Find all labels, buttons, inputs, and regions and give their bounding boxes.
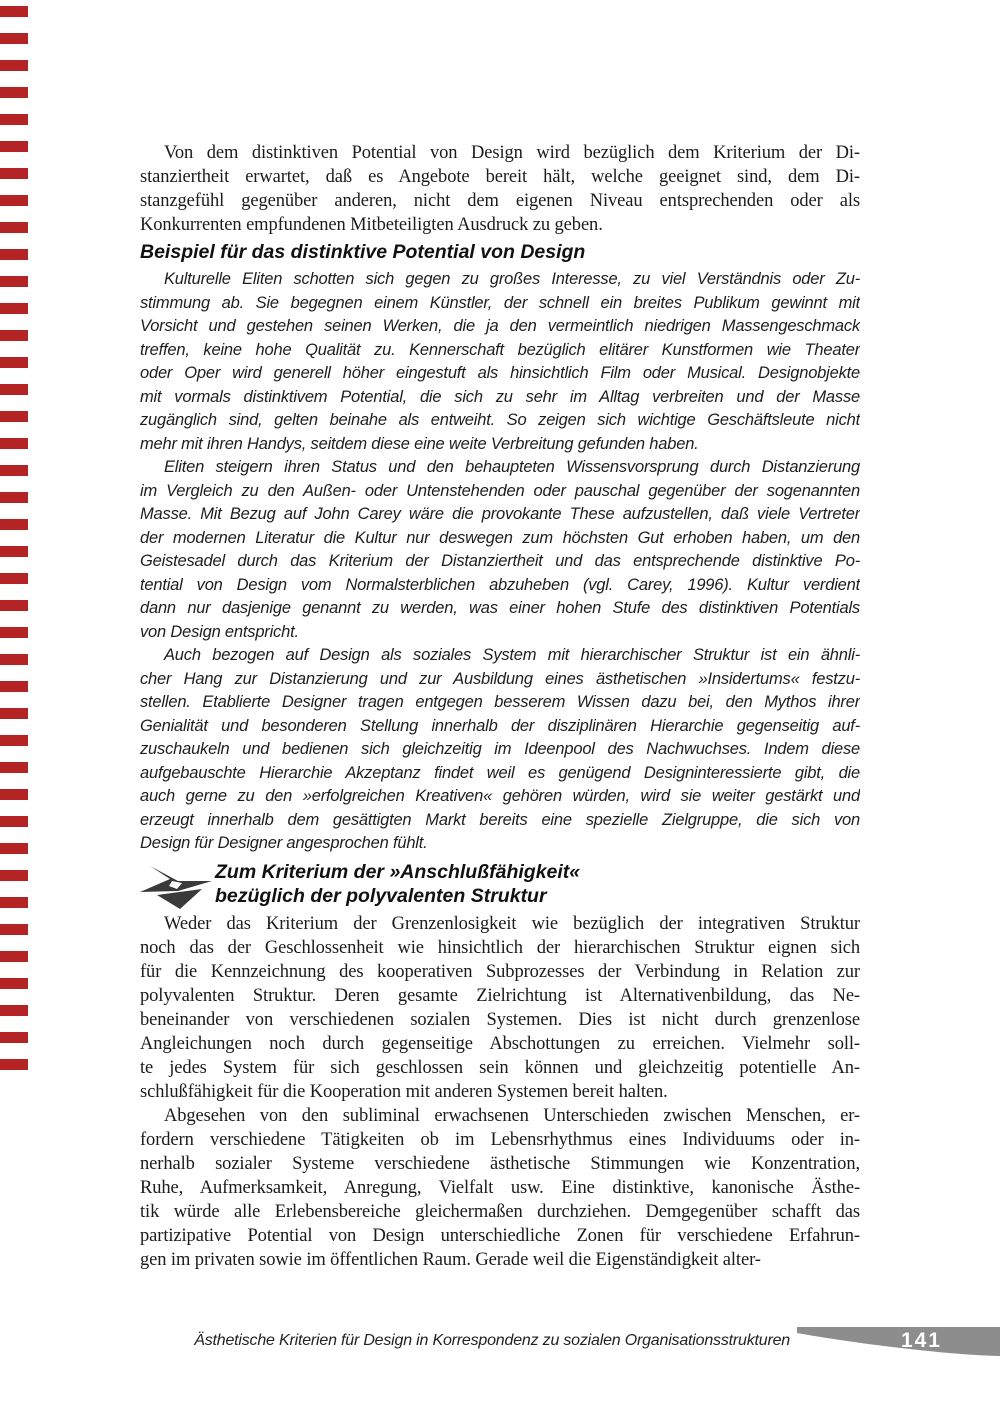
red-edge-mark <box>0 303 28 314</box>
red-edge-mark <box>0 411 28 422</box>
text-line: stanzgefühl gegenüber anderen, nicht dem eigenen Niveau entsprechenden oder als <box>140 191 860 211</box>
red-edge-mark <box>0 816 28 827</box>
text-line: stimmung ab. Sie begegnen einem Künstler, der schnell ein breites Publikum gewinnt mit <box>140 293 860 312</box>
red-edge-mark <box>0 681 28 692</box>
text-line: polyvalenten Struktur. Deren gesamte Zielrichtung ist Alternativenbildung, das Ne- <box>140 985 860 1006</box>
text-line: auch gerne zu den »erfolgreichen Kreativen« gehören würden, wird sie weiter gestärkt und <box>140 787 860 805</box>
text-line: tential von Design vom Normalsterblichen abzuheben (vgl. Carey, 1996). Kultur verdient <box>140 575 860 594</box>
red-edge-mark <box>0 222 28 233</box>
red-edge-mark <box>0 357 28 368</box>
red-edge-mark <box>0 573 28 584</box>
paragraph <box>140 456 860 644</box>
red-edge-mark <box>0 1059 28 1070</box>
text-line: Geistesadel durch das Kriterium der Distanziertheit und das entsprechende distinktive Po- <box>140 552 860 570</box>
text-line: stanziertheit erwartet, daß es Angebote bereit hält, welche geeignet sind, dem Di- <box>140 167 860 187</box>
red-edge-mark <box>0 168 28 179</box>
red-edge-mark <box>0 870 28 881</box>
star-burst-icon <box>140 860 215 910</box>
red-edge-mark <box>0 384 28 395</box>
text-line: Kulturelle Eliten schotten sich gegen zu großes Interesse, zu viel Verständnis oder Zu- <box>164 270 860 288</box>
red-edge-mark <box>0 276 28 287</box>
red-edge-mark <box>0 627 28 638</box>
red-edge-mark <box>0 6 28 17</box>
text-line: Konkurrenten empfundenen Mitbeteiligten Ausdruck zu geben. <box>140 215 603 235</box>
red-edge-mark <box>0 141 28 152</box>
text-line: noch das der Geschlossenheit wie hinsichtlich der hierarchischen Struktur eignen sich <box>140 937 860 958</box>
red-edge-mark <box>0 1005 28 1016</box>
text-line: oder Oper wird generell höher eingestuft als hinsichtlich Film oder Musical. Designobjekte <box>140 364 860 382</box>
text-line: Eliten steigern ihren Status und den behaupteten Wissensvorsprung durch Distanzierung <box>164 458 860 476</box>
page-tab-shape <box>797 1326 1000 1357</box>
text-line: Abgesehen von den subliminal erwachsenen Unterschieden zwischen Menschen, er- <box>164 1105 860 1126</box>
red-edge-mark <box>0 438 28 449</box>
red-edge-mark <box>0 33 28 44</box>
heading-line: bezüglich der polyvalenten Struktur <box>215 884 547 907</box>
text-line: Masse. Mit Bezug auf John Carey wäre die provokante These aufzustellen, daß viele Vertreter <box>140 505 860 523</box>
text-line: zugänglich sind, gelten beinahe als entweiht. So zeigen sich wichtige Geschäftsleute nicht <box>140 411 860 429</box>
paragraph <box>140 644 860 856</box>
red-edge-mark <box>0 789 28 800</box>
text-column <box>140 0 860 1272</box>
text-line: für die Kennzeichnung des kooperativen Subprozesses der Verbindung in Relation zur <box>140 961 860 982</box>
text-line: Genialität und besonderen Stellung innerhalb der disziplinären Hierarchie gegenseitig auf- <box>140 716 860 735</box>
text-line: von Design entspricht. <box>140 622 299 641</box>
red-edge-mark <box>0 114 28 125</box>
text-line: zuschaukeln und bedienen sich gleichzeitig im Ideenpool des Nachwuchses. Indem diese <box>140 740 860 758</box>
heading-line: Zum Kriterium der »Anschlußfähigkeit« <box>215 860 581 883</box>
red-edge-mark <box>0 735 28 746</box>
paragraph <box>140 141 860 237</box>
section-heading <box>140 860 860 910</box>
red-edge-mark <box>0 60 28 71</box>
text-line: Auch bezogen auf Design als soziales System mit hierarchischer Struktur ist ein ähnli- <box>164 646 860 664</box>
page-number: 141 <box>900 1329 942 1352</box>
text-line: beneinander von verschiedenen sozialen Systemen. Dies ist nicht durch grenzenlose <box>140 1009 860 1030</box>
text-line: treffen, keine hohe Qualität zu. Kennerschaft bezüglich elitärer Kunstformen wie Theater <box>140 340 860 359</box>
text-line: schlußfähigkeit für die Kooperation mit anderen Systemen bereit halten. <box>140 1081 668 1102</box>
text-line: Design für Designer angesprochen fühlt. <box>140 834 428 852</box>
paragraph <box>140 268 860 456</box>
red-edge-mark <box>0 654 28 665</box>
page-number-tab <box>797 1326 1000 1357</box>
red-edge-mark <box>0 330 28 341</box>
text-line: mehr mit ihren Handys, seitdem diese eine weite Verbreitung gefunden haben. <box>140 434 699 453</box>
text-line: aufgebauschte Hierarchie Akzeptanz findet weil es genügend Designinteressierte gibt, die <box>140 763 860 782</box>
red-edge-mark <box>0 87 28 98</box>
text-line: cher Hang zur Distanzierung und zur Ausbildung eines ästhetischen »Insidertums« festzu- <box>140 669 860 688</box>
text-line: partizipative Potential von Design unterschiedliche Zonen für verschiedene Erfahrun- <box>140 1225 860 1246</box>
paragraph <box>140 912 860 1104</box>
section-heading-text <box>215 860 580 908</box>
text-line: mit vormals distinktivem Potential, die sich zu sehr im Alltag verbreiten und der Masse <box>140 387 860 406</box>
red-edge-mark <box>0 492 28 503</box>
red-edge-mark <box>0 546 28 557</box>
text-line: Von dem distinktiven Potential von Design wird bezüglich dem Kriterium der Di- <box>164 143 860 163</box>
footer-running-title: Ästhetische Kriterien für Design in Korrespondenz zu sozialen Organisationsstrukturen <box>194 1332 790 1349</box>
text-line: erzeugt innerhalb dem gesättigten Markt bereits eine spezielle Zielgruppe, die sich von <box>140 810 860 829</box>
red-edge-mark <box>0 519 28 530</box>
text-line: Ruhe, Aufmerksamkeit, Anregung, Vielfalt usw. Eine distinktive, kanonische Ästhe- <box>140 1177 860 1198</box>
red-edge-mark <box>0 249 28 260</box>
text-line: der modernen Literatur die Kultur nur deswegen zum höchsten Gut erhoben haben, um den <box>140 528 860 547</box>
text-line: stellen. Etablierte Designer tragen entgegen besserem Wissen dazu bei, den Mythos ihrer <box>140 693 860 711</box>
red-edge-mark <box>0 951 28 962</box>
text-line: gen im privaten sowie im öffentlichen Raum. Gerade weil die Eigenständigkeit alter- <box>140 1249 761 1270</box>
text-line: Weder das Kriterium der Grenzenlosigkeit wie bezüglich der integrativen Struktur <box>164 913 860 934</box>
red-edge-mark <box>0 978 28 989</box>
text-line: Angleichungen noch durch gegenseitige Abschottungen zu erreichen. Vielmehr soll- <box>140 1033 860 1054</box>
text-line: fordern verschiedene Tätigkeiten ob im Lebensrhythmus eines Individuums oder in- <box>140 1129 860 1150</box>
subsection-heading: Beispiel für das distinktive Potential von Design <box>140 241 586 263</box>
red-edge-mark <box>0 465 28 476</box>
red-edge-mark <box>0 195 28 206</box>
text-line: tik würde alle Erlebensbereiche gleichermaßen durchziehen. Demgegenüber schafft das <box>140 1201 860 1222</box>
red-edge-mark <box>0 708 28 719</box>
text-line: te jedes System für sich geschlossen sein können und gleichzeitig potentielle An- <box>140 1057 860 1078</box>
red-edge-mark <box>0 600 28 611</box>
red-edge-mark <box>0 1032 28 1043</box>
text-line: Vorsicht und gestehen seinen Werken, die ja den vermeintlich niedrigen Massengeschmack <box>140 317 860 335</box>
text-line: dann nur dasjenige genannt zu werden, was einer hohen Stufe des distinktiven Potentials <box>140 599 860 617</box>
text-line: nerhalb sozialer Systeme verschiedene ästhetische Stimmungen wie Konzentration, <box>140 1153 860 1174</box>
text-line: im Vergleich zu den Außen- oder Untenstehenden oder pauschal gegenüber der sogenannten <box>140 481 860 500</box>
red-edge-mark <box>0 762 28 773</box>
red-edge-mark <box>0 897 28 908</box>
red-edge-mark <box>0 924 28 935</box>
red-edge-mark <box>0 843 28 854</box>
paragraph <box>140 1104 860 1272</box>
